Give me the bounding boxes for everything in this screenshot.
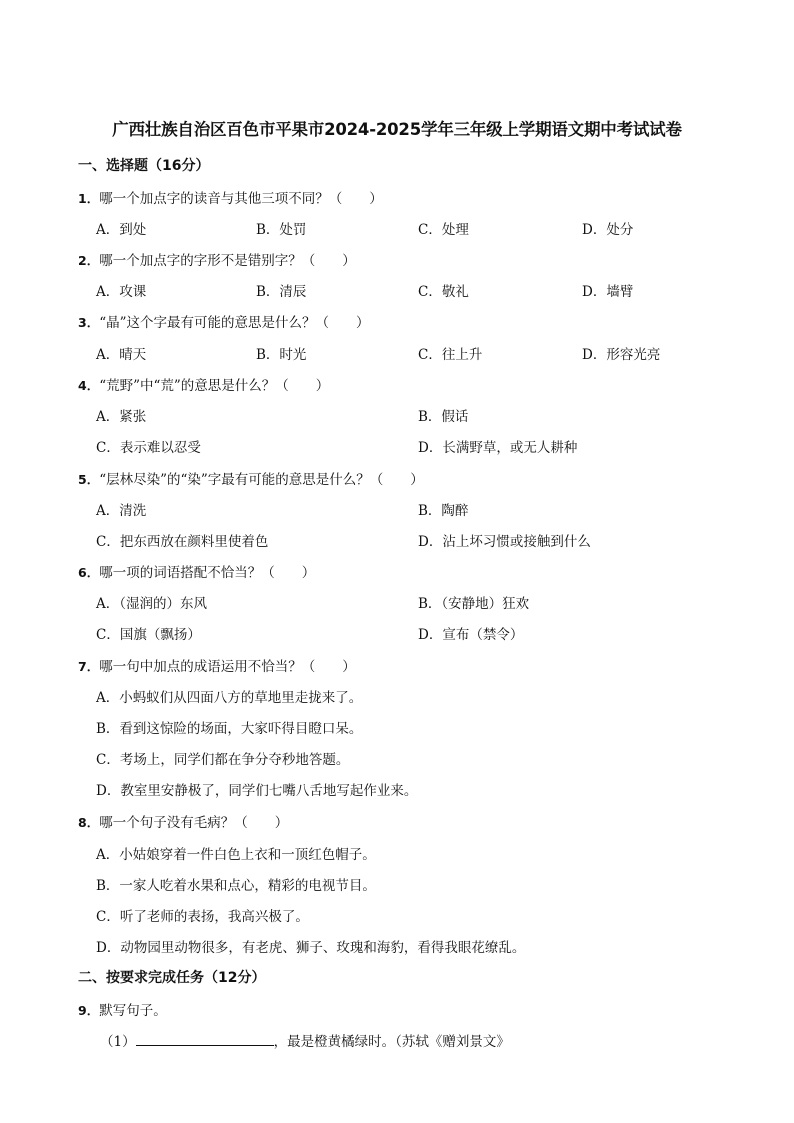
- q5-option-c: C．把东西放在颜料里使着色: [96, 534, 269, 550]
- q5-option-a: A．清洗: [96, 503, 147, 519]
- q3-option-c: C．往上升: [418, 347, 483, 363]
- question-3: [78, 311, 370, 331]
- q4-option-b: B．假话: [418, 409, 469, 425]
- answer-blank[interactable]: [136, 1033, 274, 1046]
- q7-option-d: D．教室里安静极了，同学们七嘴八舌地写起作业来。: [96, 783, 418, 799]
- question-text: 哪一个句子没有毛病？（ ）: [99, 815, 289, 831]
- q3-option-a: A．晴天: [96, 347, 147, 363]
- q5-option-b: B．陶醉: [418, 503, 469, 519]
- q3-option-b: B．时光: [256, 347, 307, 363]
- question-number: 7．: [78, 659, 100, 674]
- question-text: 默写句子。: [99, 1003, 167, 1019]
- q1-option-c: C．处理: [418, 222, 469, 238]
- question-8: [78, 811, 288, 831]
- question-1: [78, 187, 383, 207]
- q7-option-c: C．考场上，同学们都在争分夺秒地答题。: [96, 752, 350, 768]
- question-number: 2．: [78, 253, 100, 268]
- question-4: [78, 374, 329, 394]
- question-9: [78, 999, 167, 1019]
- question-text: 哪一个加点字的字形不是错别字？（ ）: [99, 253, 356, 269]
- q1-option-b: B．处罚: [256, 222, 307, 238]
- q8-option-a: A．小姑娘穿着一件白色上衣和一顶红色帽子。: [96, 847, 376, 863]
- q9-item-1: [100, 1030, 510, 1050]
- q1-option-a: A．到处: [96, 222, 147, 238]
- question-7: [78, 655, 356, 675]
- q6-option-c: C．国旗（飘扬）: [96, 627, 201, 643]
- question-number: 9．: [78, 1003, 100, 1018]
- section-heading-choice: 一、选择题（16分）: [78, 158, 210, 174]
- exam-title: 广西壮族自治区百色市平果市2024-2025学年三年级上学期语文期中考试试卷: [112, 120, 682, 139]
- question-number: 1．: [78, 191, 100, 206]
- q7-option-a: A．小蚂蚁们从四面八方的草地里走拢来了。: [96, 690, 363, 706]
- question-6: [78, 561, 315, 581]
- q5-option-d: D．沾上坏习惯或接触到什么: [418, 534, 591, 550]
- question-number: 6．: [78, 565, 100, 580]
- question-number: 4．: [78, 378, 100, 393]
- question-text: 哪一句中加点的成语运用不恰当？（ ）: [99, 659, 356, 675]
- q2-option-d: D．墙臂: [582, 284, 634, 300]
- q8-option-b: B．一家人吃着水果和点心，精彩的电视节目。: [96, 878, 376, 894]
- question-text: 哪一个加点字的读音与其他三项不同？（ ）: [99, 191, 383, 207]
- q9-item-1-prefix: （1）: [100, 1034, 136, 1050]
- question-text: 哪一项的词语搭配不恰当？（ ）: [99, 565, 316, 581]
- q2-option-b: B．清辰: [256, 284, 307, 300]
- q4-option-c: C．表示难以忍受: [96, 440, 201, 456]
- question-text: “层林尽染”的“染”字最有可能的意思是什么？（ ）: [99, 472, 424, 488]
- section-heading-tasks: 二、按要求完成任务（12分）: [78, 970, 266, 986]
- question-number: 5．: [78, 472, 100, 487]
- q8-option-c: C．听了老师的表扬，我高兴极了。: [96, 909, 309, 925]
- q7-option-b: B．看到这惊险的场面，大家吓得目瞪口呆。: [96, 721, 363, 737]
- q1-option-d: D．处分: [582, 222, 634, 238]
- question-number: 3．: [78, 315, 100, 330]
- q9-item-1-suffix: ，最是橙黄橘绿时。（苏轼《赠刘景文》: [273, 1034, 510, 1050]
- question-2: [78, 249, 356, 269]
- question-text: “荒野”中“荒”的意思是什么？（ ）: [99, 378, 330, 394]
- q4-option-d: D．长满野草，或无人耕种: [418, 440, 578, 456]
- q3-option-d: D．形容光亮: [582, 347, 661, 363]
- q6-option-d: D．宣布（禁令）: [418, 627, 524, 643]
- q6-option-a: A．（湿润的）东风: [96, 596, 207, 612]
- q6-option-b: B．（安静地）狂欢: [418, 596, 530, 612]
- q8-option-d: D．动物园里动物很多，有老虎、狮子、玫瑰和海豹，看得我眼花缭乱。: [96, 940, 526, 956]
- q2-option-a: A．攻课: [96, 284, 147, 300]
- question-number: 8．: [78, 815, 100, 830]
- q2-option-c: C．敬礼: [418, 284, 469, 300]
- question-text: “晶”这个字最有可能的意思是什么？（ ）: [99, 315, 370, 331]
- q4-option-a: A．紧张: [96, 409, 147, 425]
- question-5: [78, 468, 424, 488]
